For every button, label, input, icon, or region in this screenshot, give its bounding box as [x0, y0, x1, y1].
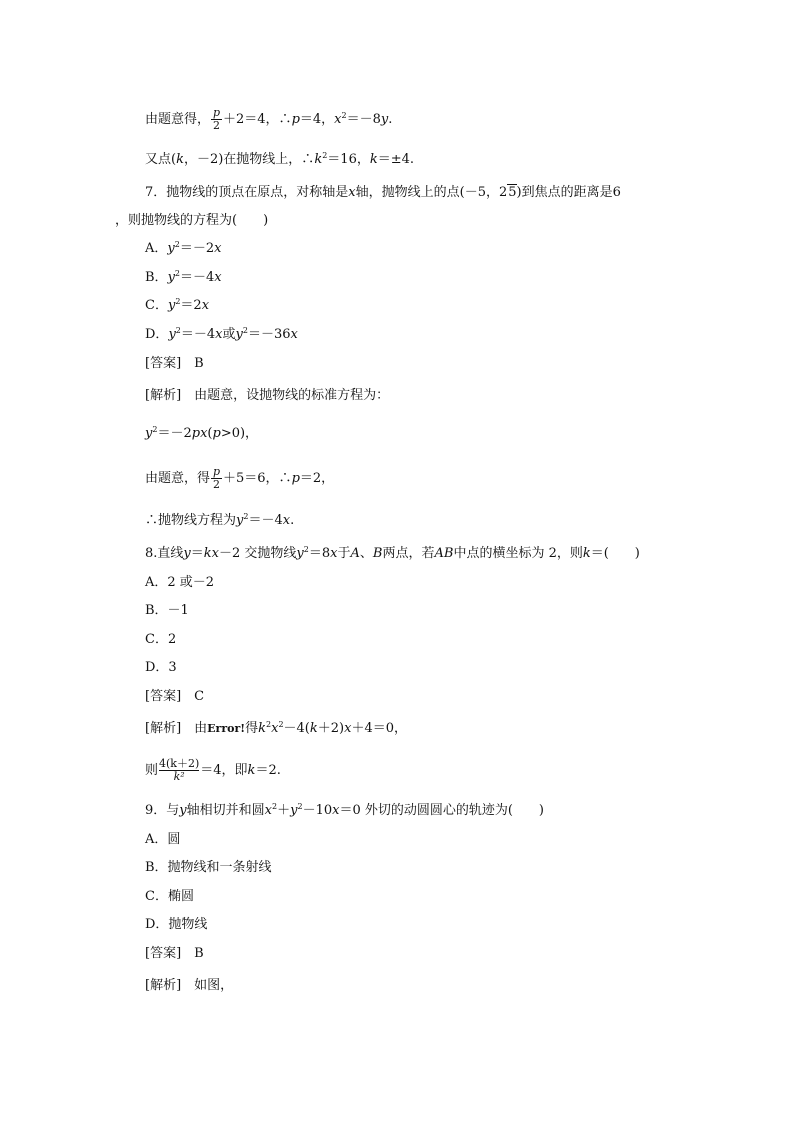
var: k — [369, 152, 378, 167]
text-fragment: x — [290, 327, 298, 342]
text-fragment: p — [291, 471, 300, 486]
text-fragment: ＝2 — [180, 298, 202, 313]
analysis-9: [解析] 如图， — [145, 978, 234, 993]
equation-line — [145, 426, 258, 442]
text-fragment: ＝4，即 — [200, 763, 248, 778]
text-fragment: x — [201, 298, 210, 313]
text: . — [388, 112, 393, 127]
text-fragment: y — [183, 546, 191, 561]
text-fragment: A． — [145, 241, 168, 256]
text-fragment: ＝( ) — [590, 546, 640, 561]
option-c: C．2 — [145, 632, 177, 647]
text-fragment: ＋2) — [317, 721, 345, 736]
text-fragment: ＋5＝6，∴ — [223, 471, 292, 486]
text-fragment: y — [290, 803, 298, 818]
text-fragment: ＝ — [190, 546, 204, 561]
option-a — [145, 241, 221, 257]
text: 由题意得， — [145, 112, 211, 127]
text-fragment: >0)， — [220, 426, 259, 441]
text-fragment: y — [236, 513, 244, 528]
text-fragment: 2 — [152, 425, 158, 434]
text-fragment: y — [168, 327, 176, 342]
text-fragment: ＝－2 — [179, 241, 215, 256]
text-fragment: 2 — [243, 512, 249, 521]
equation-line — [145, 466, 334, 491]
question-8-stem — [145, 546, 640, 562]
text-fragment: x — [282, 513, 291, 528]
exponent: 2 — [341, 111, 347, 120]
text-fragment: 2 — [242, 326, 248, 335]
var: p — [291, 112, 300, 127]
answer-7: [答案] B — [145, 356, 204, 371]
text-fragment: 8.直线 — [145, 546, 184, 561]
text-fragment: D． — [145, 327, 169, 342]
text-fragment: k — [247, 763, 256, 778]
text-fragment: . — [290, 513, 295, 528]
text: ＋2＝4，∴ — [223, 112, 292, 127]
text-fragment: y — [145, 426, 153, 441]
text-fragment: 得 — [245, 721, 259, 736]
var: x — [334, 112, 342, 127]
text-fragment: 、 — [359, 546, 373, 561]
text-fragment: ＝2. — [255, 763, 281, 778]
text-fragment: ( — [207, 426, 213, 441]
text: 轴，抛物线上的点(－5，2 — [355, 185, 508, 200]
var: x — [348, 185, 356, 200]
var: y — [380, 112, 389, 127]
text-fragment: k² — [159, 770, 199, 783]
text-fragment: x — [344, 721, 352, 736]
text-fragment: A — [350, 546, 360, 561]
text-fragment: B — [372, 546, 383, 561]
text-fragment: [解析] 由 — [145, 721, 208, 736]
text-fragment: 或 — [222, 327, 236, 342]
text-fragment: C． — [145, 298, 168, 313]
option-a: A．圆 — [145, 832, 181, 847]
option-b — [145, 270, 222, 286]
text-fragment: 2 — [278, 720, 284, 729]
text-fragment: ＝－4 — [248, 513, 283, 528]
error-marker: Error! — [207, 722, 246, 735]
text-fragment: 2 — [213, 478, 221, 491]
text-fragment: ＋4＝0， — [351, 721, 407, 736]
text-fragment: 2 — [303, 545, 309, 554]
text-fragment: ＝0 外切的动圆圆心的轨迹为( ) — [339, 803, 545, 818]
text-fragment: x — [271, 721, 279, 736]
text-fragment: 2 — [174, 240, 180, 249]
text-fragment: 轴相切并和圆 — [186, 803, 265, 818]
answer-9: [答案] B — [145, 946, 204, 961]
text: 7．抛物线的顶点在原点，对称轴是 — [145, 185, 349, 200]
text-fragment: k — [582, 546, 591, 561]
option-c: C．椭圆 — [145, 889, 194, 904]
option-a: A．2 或－2 — [145, 575, 215, 590]
text-fragment: ＝8 — [308, 546, 331, 561]
text-fragment: 则 — [145, 763, 159, 778]
fraction-p-over-2 — [211, 466, 222, 491]
text-fragment: y — [296, 546, 304, 561]
text-fragment: x — [330, 546, 338, 561]
text: ＝16， — [327, 152, 370, 167]
analysis-8 — [145, 721, 407, 737]
option-c — [145, 298, 209, 314]
text-fragment: 9．与 — [145, 803, 180, 818]
equation-line — [145, 758, 281, 783]
text-fragment: p — [212, 426, 221, 441]
var: k — [176, 152, 184, 167]
equation-line — [145, 513, 294, 529]
text-fragment: ＝－2 — [157, 426, 192, 441]
sqrt-radicand: 5 — [508, 185, 517, 200]
question-7-stem — [145, 185, 621, 201]
option-d: D．抛物线 — [145, 917, 208, 932]
text-fragment: 2 — [175, 297, 181, 306]
text-fragment: 2 — [266, 720, 272, 729]
text-fragment: B． — [145, 270, 168, 285]
text-fragment: 中点的横坐标为 2，则 — [453, 546, 583, 561]
option-d: D．3 — [145, 660, 177, 675]
solution-line — [145, 152, 414, 168]
fraction — [159, 758, 199, 783]
text-fragment: 两点，若 — [382, 546, 435, 561]
text-fragment: AB — [434, 546, 454, 561]
text-fragment: －10 — [302, 803, 333, 818]
text-fragment: ＝－4 — [180, 327, 216, 342]
text-fragment: ＝－4 — [180, 270, 215, 285]
denominator: 2 — [213, 119, 221, 132]
text-fragment: 2 — [272, 802, 278, 811]
answer-8: [答案] C — [145, 689, 205, 704]
text-fragment: p — [212, 465, 221, 478]
analysis-7: [解析] 由题意，设抛物线的标准方程为： — [145, 388, 390, 403]
text-fragment: x — [214, 241, 222, 256]
text-fragment: kx — [203, 546, 219, 561]
text-fragment: x — [332, 803, 340, 818]
text-fragment: －2 交抛物线 — [219, 546, 297, 561]
text: ＝±4. — [377, 152, 415, 167]
text-fragment: ∴抛物线方程为 — [145, 513, 237, 528]
text-fragment: 由题意，得 — [145, 471, 211, 486]
option-b: B．抛物线和一条射线 — [145, 860, 272, 875]
text: )到焦点的距离是6 — [516, 185, 621, 200]
text-fragment: －4( — [283, 721, 310, 736]
text-fragment: k — [258, 721, 266, 736]
fraction-p-over-2 — [211, 107, 222, 132]
text-fragment: 2 — [175, 326, 181, 335]
text: ，则抛物线的方程为( ) — [115, 213, 269, 228]
text-fragment: x — [214, 270, 222, 285]
text: ，－2)在抛物线上，∴ — [183, 152, 315, 167]
question-7-stem-cont — [115, 213, 268, 229]
var: k — [314, 152, 323, 167]
text: ＝－8 — [346, 112, 381, 127]
text-fragment: 于 — [337, 546, 351, 561]
text-fragment: x — [200, 426, 208, 441]
text-fragment: ＝－36 — [247, 327, 291, 342]
text-fragment: y — [167, 270, 175, 285]
numerator: p — [212, 106, 221, 119]
text-fragment: x — [215, 327, 223, 342]
text-fragment: ＋ — [277, 803, 291, 818]
text-fragment: 2 — [174, 269, 181, 278]
text-fragment: 2 — [297, 802, 303, 811]
text-fragment: k — [309, 721, 318, 736]
question-9-stem — [145, 803, 544, 819]
text-fragment: y — [179, 803, 187, 818]
text-fragment: y — [235, 327, 243, 342]
text: 又点( — [145, 152, 177, 167]
text: ＝4， — [299, 112, 335, 127]
text-fragment: 4(k＋2) — [159, 757, 200, 770]
solution-line — [145, 107, 392, 132]
text-fragment: y — [167, 298, 176, 313]
exponent: 2 — [322, 151, 328, 160]
option-b: B．－1 — [145, 603, 189, 618]
text-fragment: ＝2， — [299, 471, 335, 486]
option-d — [145, 327, 298, 343]
text-fragment: x — [264, 803, 272, 818]
text-fragment: y — [167, 241, 175, 256]
text-fragment: p — [191, 426, 201, 441]
